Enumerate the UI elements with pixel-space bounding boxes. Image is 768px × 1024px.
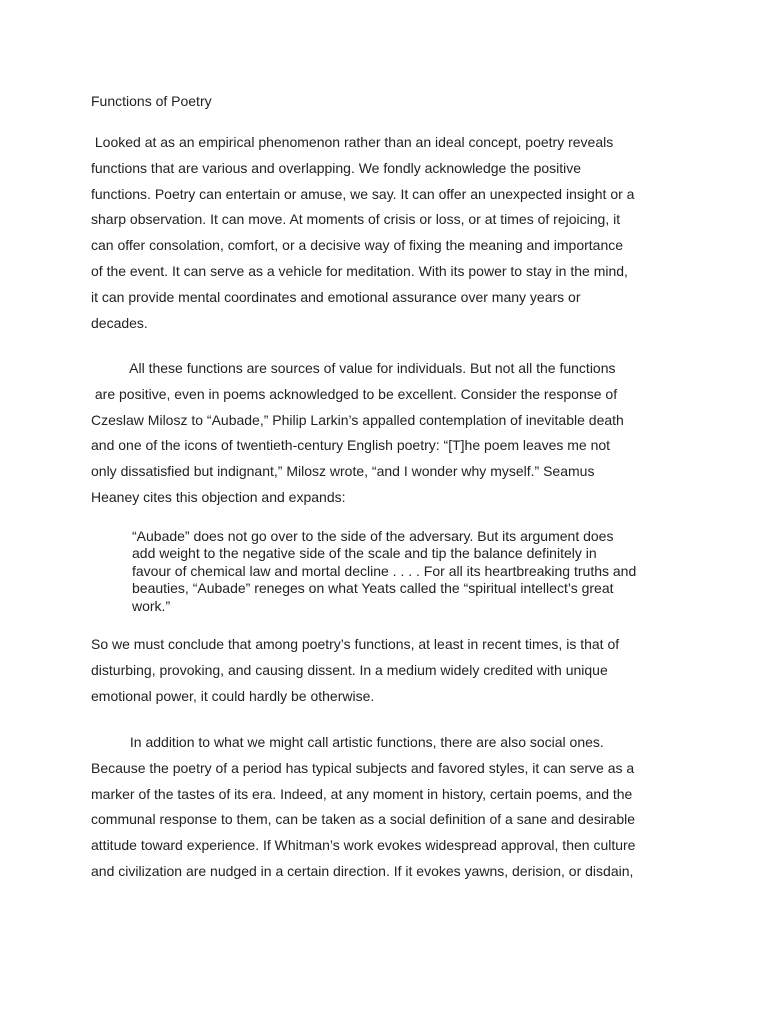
text-line: decades. <box>91 314 148 331</box>
paragraph-2 <box>91 356 691 511</box>
quote-line: add weight to the negative side of the scale and tip the balance definitely in <box>132 545 597 562</box>
text-line: All these functions are sources of value for individuals. But not all the functions <box>91 360 616 376</box>
text-line: Czeslaw Milosz to “Aubade,” Philip Larkin’s appalled contemplation of inevitable death <box>91 411 624 428</box>
quote-line: favour of chemical law and mortal decline . . . . For all its heartbreaking truths and <box>132 562 637 579</box>
text-line: functions that are various and overlapping. We fondly acknowledge the positive <box>91 159 582 176</box>
text-line: of the event. It can serve as a vehicle for meditation. With its power to stay in the mind, <box>91 262 628 279</box>
text-line: Heaney cites this objection and expands: <box>91 488 346 505</box>
text-line: In addition to what we might call artistic functions, there are also social ones. <box>91 734 604 750</box>
text-line: and civilization are nudged in a certain direction. If it evokes yawns, derision, or disdain, <box>91 862 634 879</box>
paragraph-1 <box>91 130 691 336</box>
text-line: Because the poetry of a period has typical subjects and favored styles, it can serve as a <box>91 759 635 776</box>
text-line: can offer consolation, comfort, or a decisive way of fixing the meaning and importance <box>91 237 624 254</box>
block-quote <box>132 528 692 615</box>
text-line: attitude toward experience. If Whitman’s work evokes widespread approval, then culture <box>91 837 636 854</box>
text-line: marker of the tastes of its era. Indeed, at any moment in history, certain poems, and the <box>91 785 633 802</box>
text-line: it can provide mental coordinates and emotional assurance over many years or <box>91 288 581 305</box>
text-line: communal response to them, can be taken as a social definition of a sane and desirable <box>91 811 635 828</box>
text-line: disturbing, provoking, and causing dissent. In a medium widely credited with unique <box>91 661 608 678</box>
paragraph-3 <box>91 632 691 709</box>
text-line: So we must conclude that among poetry’s functions, at least in recent times, is that of <box>91 636 620 652</box>
text-line: sharp observation. It can move. At moments of crisis or loss, or at times of rejoicing, it <box>91 211 621 228</box>
quote-line: beauties, “Aubade” reneges on what Yeats called the “spiritual intellect’s great <box>132 580 614 597</box>
text-line: and one of the icons of twentieth-century English poetry: “[T]he poem leaves me not <box>91 437 611 454</box>
text-line: emotional power, it could hardly be otherwise. <box>91 687 375 704</box>
quote-line: “Aubade” does not go over to the side of the adversary. But its argument does <box>132 528 614 544</box>
text-line: Looked at as an empirical phenomenon rather than an ideal concept, poetry reveals <box>91 134 614 150</box>
paragraph-4 <box>91 730 691 885</box>
text-line: are positive, even in poems acknowledged to be excellent. Consider the response of <box>91 385 618 402</box>
quote-line: work.” <box>132 597 171 614</box>
document-title: Functions of Poetry <box>91 93 212 109</box>
text-line: functions. Poetry can entertain or amuse, we say. It can offer an unexpected insight or a <box>91 185 635 202</box>
text-line: only dissatisfied but indignant,” Milosz wrote, “and I wonder why myself.” Seamus <box>91 463 595 480</box>
